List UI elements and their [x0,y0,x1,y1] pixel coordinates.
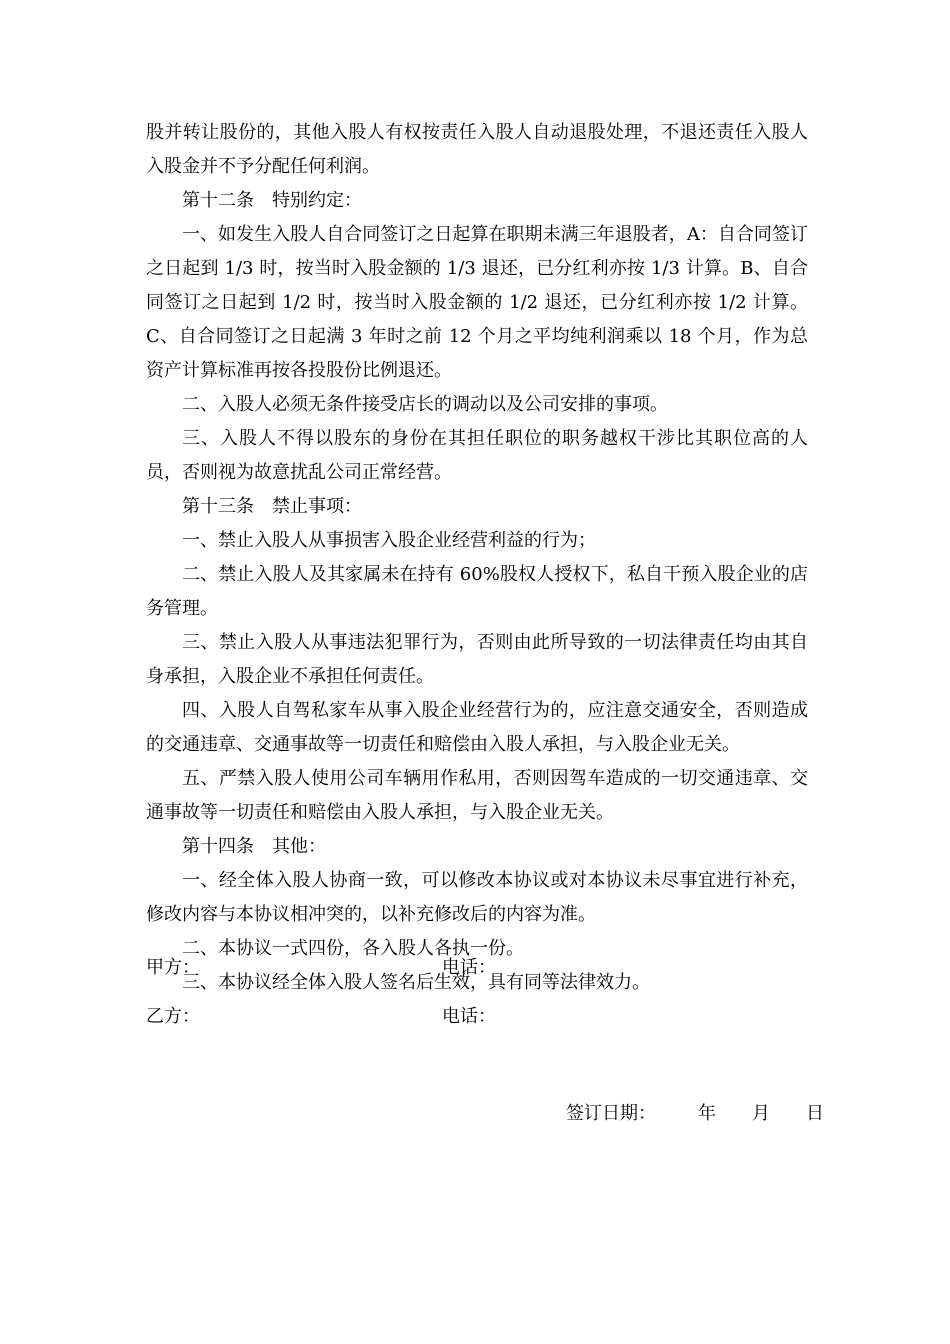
article-14-clause-3: 三、本协议经全体入股人签名后生效，具有同等法律效力。 [182,972,650,993]
agreement-body [146,116,808,1000]
article-14-clause-1: 一、经全体入股人协商一致，可以修改本协议或对本协议未尽事宜进行补充，修改内容与本协议相冲突的，以补充修改后的内容为准。 [146,870,808,925]
party-a-phone-label: 电话： [442,957,496,978]
party-b-label: 乙方： [146,1006,200,1027]
article-13-clause-3: 三、禁止入股人从事违法犯罪行为，否则由此所导致的一切法律责任均由其自身承担，入股企业不承担任何责任。 [146,632,808,687]
signing-date [566,1102,824,1126]
article-12-heading: 第十二条 特别约定： [182,190,362,211]
party-a-label: 甲方： [146,957,200,978]
article-13-heading: 第十三条 禁止事项： [182,496,362,517]
article-13-clause-1: 一、禁止入股人从事损害入股企业经营利益的行为； [182,530,596,551]
article-12-clause-3: 三、入股人不得以股东的身份在其担任职位的职务越权干涉比其职位高的人员，否则视为故意扰乱公司正常经营。 [146,428,808,483]
article-12-clause-2: 二、入股人必须无条件接受店长的调动以及公司安排的事项。 [182,394,668,415]
article-13-clause-2: 二、禁止入股人及其家属未在持有 60%股权人授权下，私自干预入股企业的店务管理。 [146,564,808,619]
signing-date-month: 月 [752,1103,770,1124]
article-14-heading: 第十四条 其他： [182,836,326,857]
signing-date-year: 年 [698,1103,716,1124]
article-14-clause-2: 二、本协议一式四份，各入股人各执一份。 [182,938,524,959]
article-12-clause-1: 一、如发生入股人自合同签订之日起算在职期未满三年退股者，A：自合同签订之日起到 1/3 时，按当时入股金额的 1/3 退还，已分红利亦按 1/3 计算。B、自合同签订之日起到 1/2 时，按当时入股金额的 1/2 退还，已分红利亦按 1/2 计算。C、自合同签订之日起满 3 年时之前 12 个月之平均纯利润乘以 18 个月，作为总资产计算标准再按各投股份比例退还。 [146,224,808,381]
article-13-clause-5: 五、严禁入股人使用公司车辆用作私用，否则因驾车造成的一切交通违章、交通事故等一切责任和赔偿由入股人承担，与入股企业无关。 [146,768,808,823]
party-b-phone-label: 电话： [442,1006,496,1027]
article-13-clause-4: 四、入股人自驾私家车从事入股企业经营行为的，应注意交通安全，否则造成的交通违章、交通事故等一切责任和赔偿由入股人承担，与入股企业无关。 [146,700,808,755]
paragraph-continuation: 股并转让股份的，其他入股人有权按责任入股人自动退股处理，不退还责任入股人入股金并不予分配任何利润。 [146,122,808,177]
signing-date-day: 日 [806,1103,824,1124]
signing-date-label: 签订日期： [566,1103,656,1124]
